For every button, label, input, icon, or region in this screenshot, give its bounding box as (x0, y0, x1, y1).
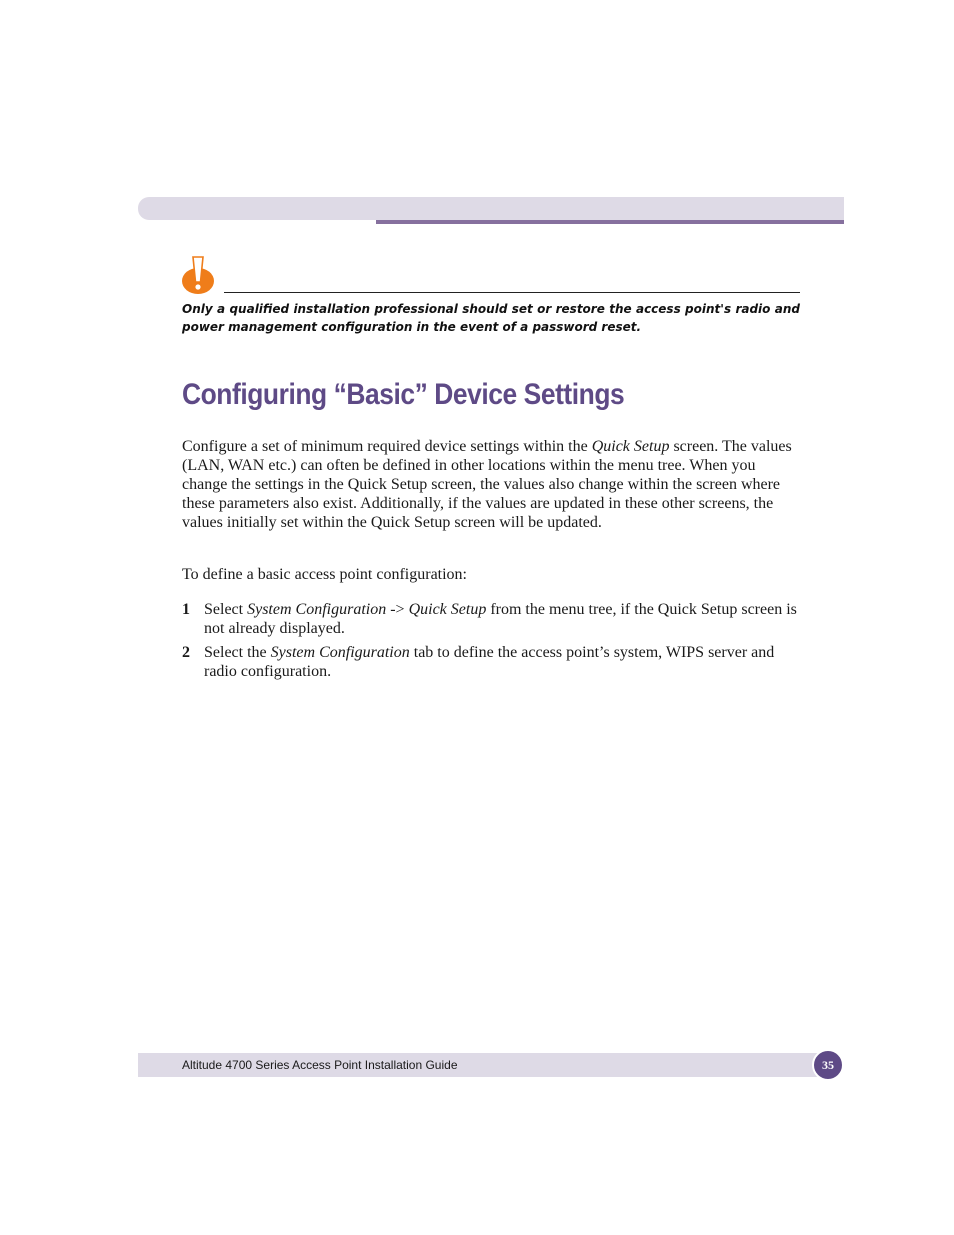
lead-in-paragraph: To define a basic access point configuration: (182, 566, 467, 583)
step-1 (182, 600, 798, 638)
section-title: Configuring “Basic” Device Settings (182, 378, 625, 411)
step-2 (182, 643, 798, 681)
system-configuration-term: System Configuration (270, 644, 410, 661)
step-text-end: from the menu tree, if the Quick Setup screen is not already displayed. (204, 601, 797, 637)
step-text (204, 643, 798, 681)
step-text-end: tab to define the access point’s system, WIPS server and radio configuration. (204, 644, 775, 680)
intro-paragraph (182, 437, 798, 532)
step-arrow: -> (386, 601, 409, 618)
step-number: 2 (182, 644, 190, 661)
intro-text-end: screen. The values (LAN, WAN etc.) can often be defined in other locations within the menu tree. When you change the settings in the Quick Setup screen, the values also change within the screen where these parameters also exist. Additionally, if the values are updated in these other screens, the values initially set within the Quick Setup screen will be updated. (182, 438, 792, 531)
quick-setup-term: Quick Setup (591, 438, 670, 455)
intro-text-start: Configure a set of minimum required device settings within the (182, 438, 592, 455)
caution-rule (224, 292, 800, 293)
step-text-start: Select the (204, 644, 271, 661)
step-text-start: Select (204, 601, 248, 618)
header-rule (376, 220, 844, 224)
system-configuration-term: System Configuration (247, 601, 387, 618)
header-band (138, 197, 844, 220)
page-number-badge: 35 (812, 1049, 844, 1081)
step-number: 1 (182, 601, 190, 618)
caution-text: Only a qualified installation professional should set or restore the access point's radio and power management configuration in the event of a password reset. (182, 302, 800, 334)
step-text (204, 600, 798, 638)
footer-title: Altitude 4700 Series Access Point Installation Guide (182, 1058, 458, 1072)
caution-icon (182, 255, 216, 295)
quick-setup-term: Quick Setup (408, 601, 487, 618)
